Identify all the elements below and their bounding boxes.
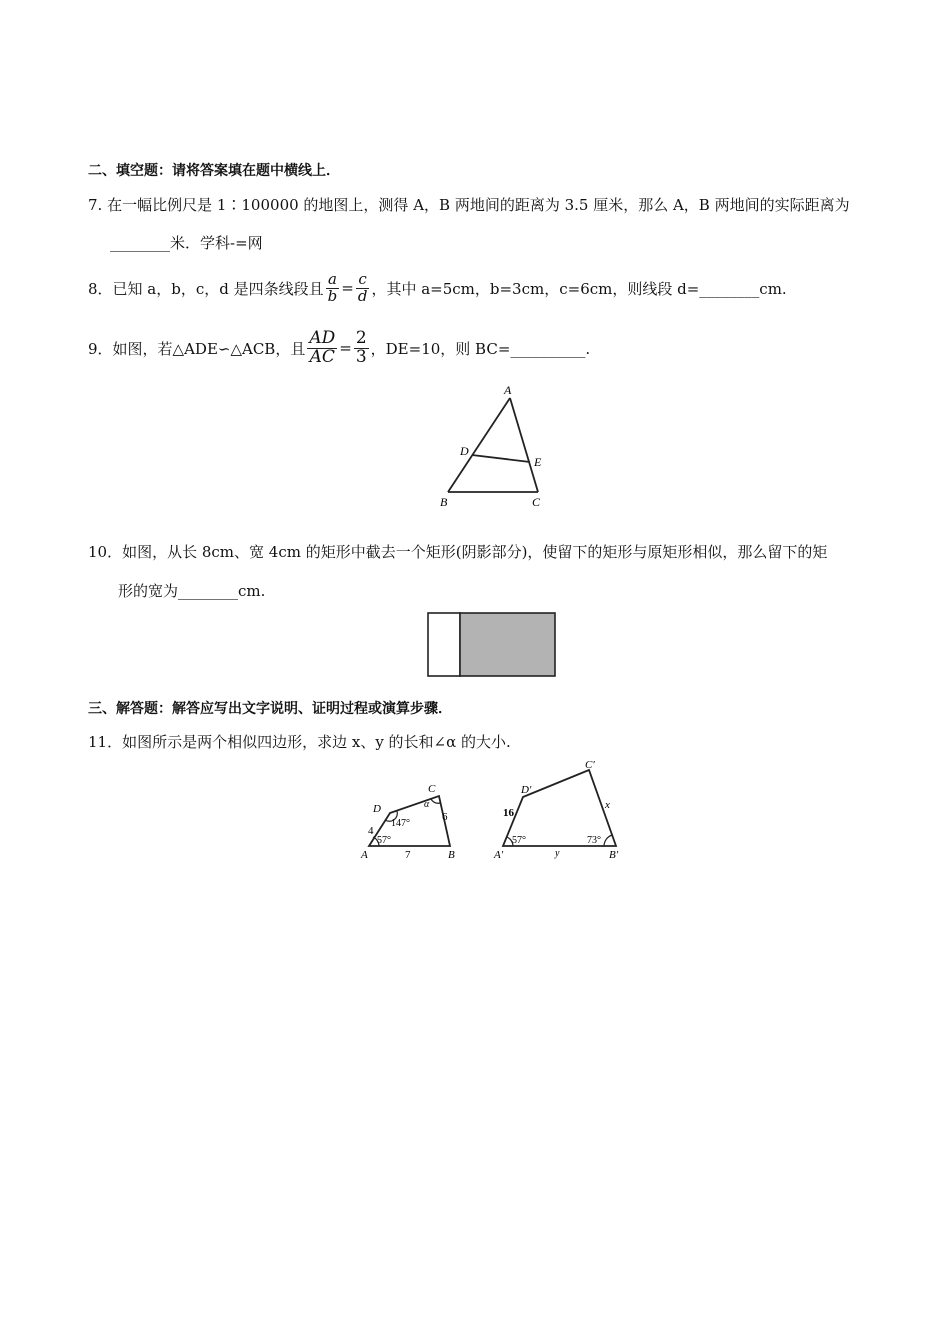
left-vertex-b: B [448,849,455,861]
question-9 [88,322,590,374]
right-vertex-d: D′ [521,784,532,796]
side-ab [448,398,510,492]
question-7-line-1: 7. 在一幅比例尺是 1∶100000 的地图上，测得 A，B 两地间的距离为 3.5 厘米，那么 A，B 两地间的实际距离为 [88,196,850,214]
right-side-ad-length: 16 [503,807,514,819]
vertex-a-label: A [504,383,512,397]
vertex-b-label: B [440,495,448,509]
retained-rectangle [428,613,460,676]
left-vertex-c: C [428,783,436,795]
side-ac [510,398,538,492]
question-10-line-2: 形的宽为________cm. [118,582,266,600]
left-vertex-a: A [361,849,368,861]
left-side-bc-length: 6 [442,811,448,823]
section-3-heading: 三、解答题：解答应写出文字说明、证明过程或演算步骤． [88,701,452,717]
left-side-ad-length: 4 [368,825,374,837]
left-angle-c-alpha: α [424,799,430,810]
right-angle-b-arc [604,835,612,846]
section-2-heading: 二、填空题：请将答案填在题中横线上． [88,163,340,179]
q8-frac2-den: d [357,286,368,305]
question-10-line-1: 10．如图，从长 8cm、宽 4cm 的矩形中截去一个矩形(阴影部分)，使留下的矩形与原矩形相似，那么留下的矩 [88,543,828,561]
vertex-c-label: C [532,495,541,509]
q9-prefix: 9．如图，若△ADE∽△ACB，且 [88,339,306,358]
q8-suffix: ，其中 a=5cm，b=3cm，c=6cm，则线段 d=________cm. [371,279,787,298]
q8-equals: = [341,279,354,297]
quadrilateral-a1b1c1d1 [493,759,619,861]
figure-10-rectangle [426,611,558,679]
q9-frac2-num: 2 [355,327,367,348]
right-angle-b-value: 73° [587,835,601,846]
vertex-e-label: E [534,455,542,469]
q8-frac1-num: a [326,272,340,289]
shaded-rectangle [460,613,555,676]
angle-c-arc [431,799,440,803]
q9-frac1-num: AD [309,327,336,348]
figure-9-triangle [436,382,556,510]
q8-prefix: 8．已知 a，b，c，d 是四条线段且 [88,279,324,298]
left-angle-d-value: 147° [391,818,410,829]
right-side-bc-length: x [605,799,610,811]
q9-frac2-den: 3 [355,346,367,367]
segment-de [472,455,530,462]
right-vertex-c: C′ [585,759,595,771]
quadrilateral-abcd [360,783,455,861]
q9-fraction-ad-ac [307,327,337,367]
question-11: 11．如图所示是两个相似四边形，求边 x、y 的长和∠α 的大小. [88,733,511,751]
q9-fraction-2-3 [354,327,369,367]
left-side-ab-length: 7 [405,849,411,861]
question-7-line-2 [110,232,263,253]
q8-fraction-c-d [356,269,370,305]
q7-unit-text: 米．学科-=网 [170,234,263,252]
q8-frac1-den: b [327,286,338,305]
left-vertex-d: D [373,803,381,815]
right-angle-a-value: 57° [512,835,526,846]
figure-11-quadrilaterals [355,758,635,866]
q8-frac2-num: c [356,272,370,289]
q9-frac1-den: AC [309,346,335,367]
right-side-ab-length: y [555,848,560,859]
q9-equals: = [339,339,352,357]
right-vertex-a: A′ [494,849,504,861]
q9-suffix: ，DE=10，则 BC=__________. [370,339,591,358]
question-8 [88,266,787,310]
q8-fraction-a-b [326,269,340,305]
q7-answer-blank[interactable]: ________ [110,234,170,252]
left-angle-a-value: 57° [377,835,391,846]
vertex-d-label: D [460,444,469,458]
right-vertex-b: B′ [609,849,619,861]
